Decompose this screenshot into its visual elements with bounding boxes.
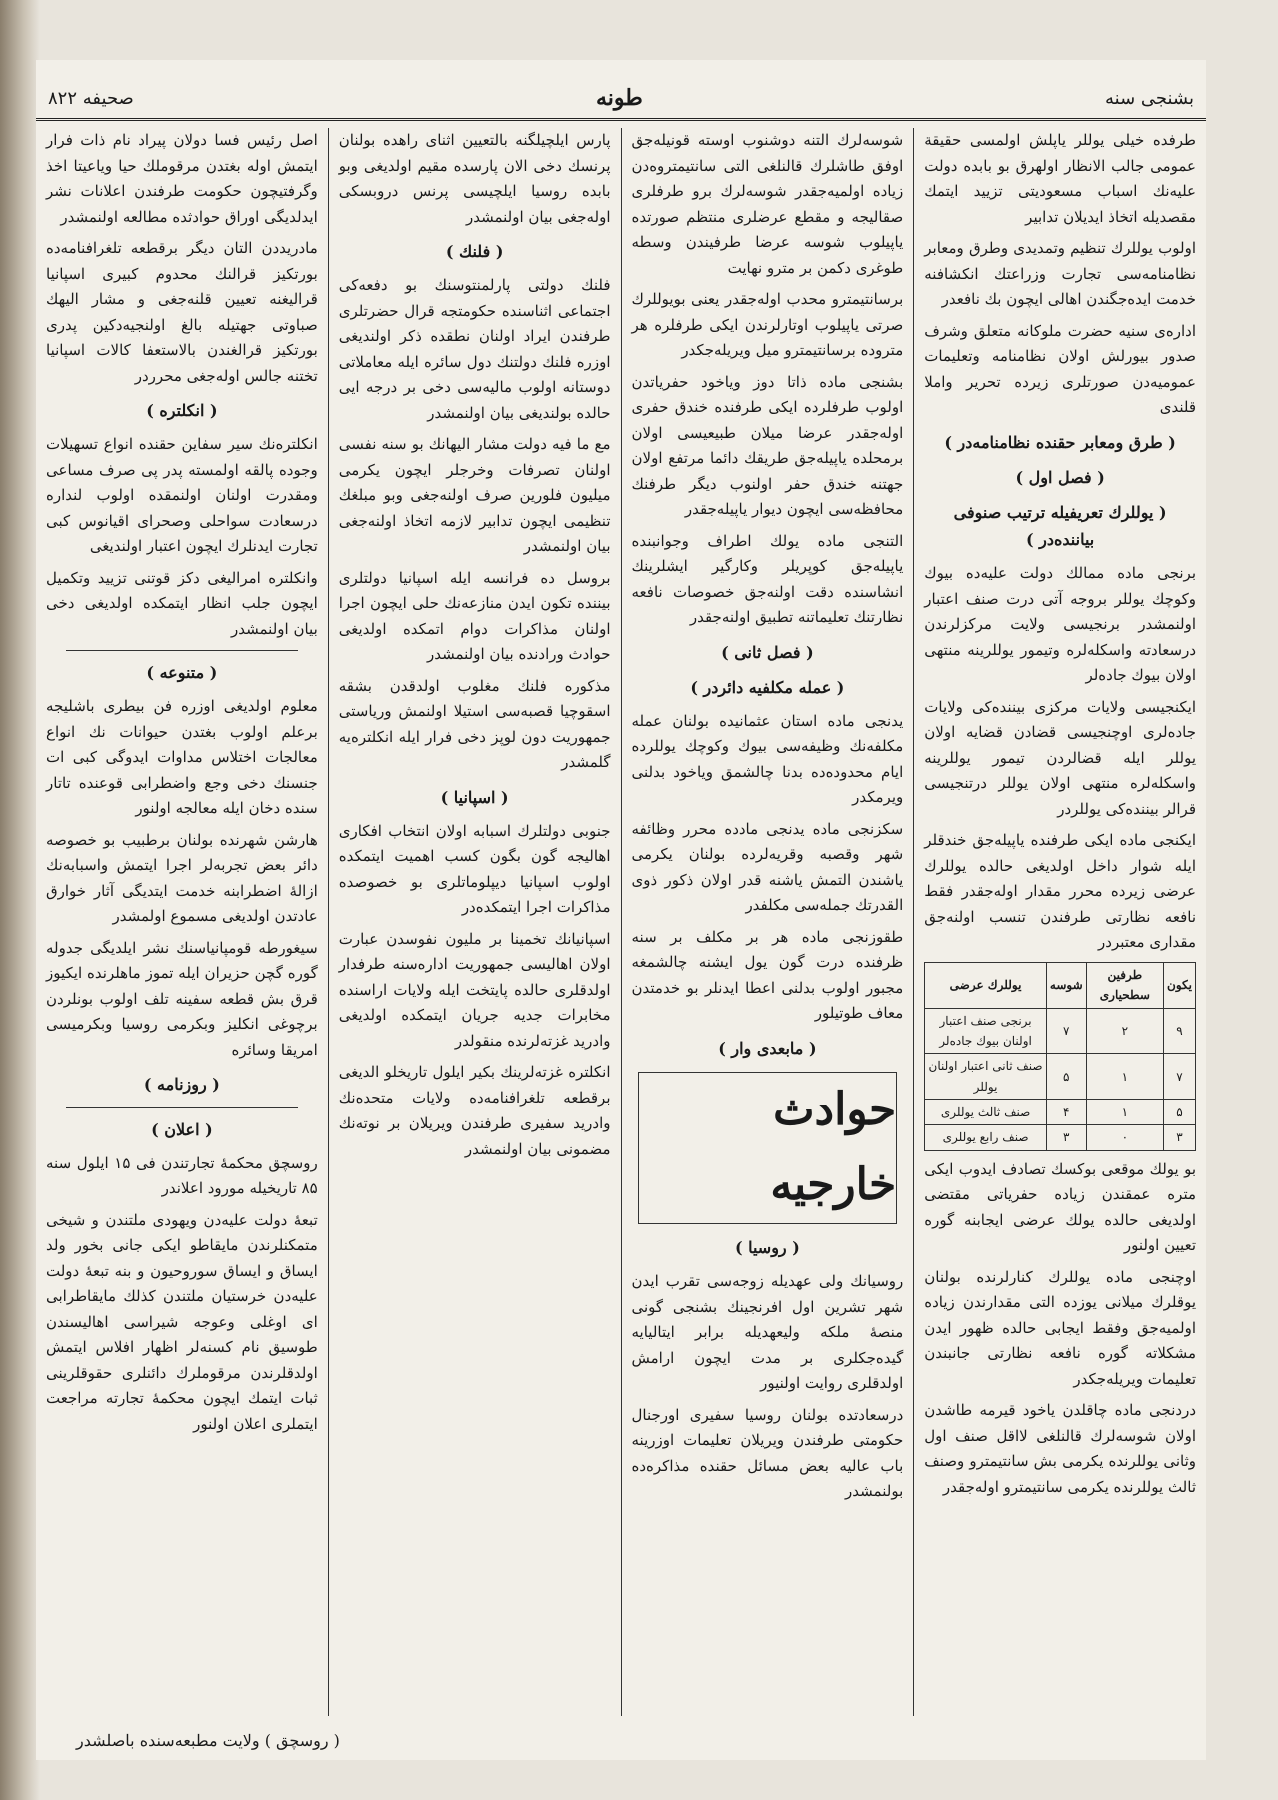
column-2 bbox=[621, 128, 914, 1716]
section-heading: ( اعلان ) bbox=[151, 1119, 213, 1139]
signature: ( روزنامه ) bbox=[143, 1075, 220, 1095]
paragraph: شوسه‌لرك التنه دوشنوب اوسته قونیله‌جق اوفق طاشلرك قالنلغی التی سانتیمتروه‌دن زیاده اولمیه‌جقدر شوسه‌لرك برو طرفلری صقالیجه و مقطع عرضلری منتظم صورتده یاپیلوب شوسه عرضا طرفیندن وسطه طوغری دكمن بر مترو نهایت bbox=[631, 131, 904, 277]
section-heading: ( فصل اول ) bbox=[1015, 467, 1105, 487]
paragraph: وانكلتره امرالیغی دكز قوتنی تزیید وتكمیل ایچون جلب انظار ایتمكده اولدیغی دخی بیان اولنمشدر bbox=[46, 568, 318, 638]
paragraph: بشنجی ماده ذاتا دوز ویاخود حفریاتدن اولوب طرفلرده ایكی طرفنده خندق حفری اوله‌جقدر عرضا میلان طبیعیسی اولان برمحلده یاپیله‌جق طریقك دائما مرتفع اولان جهتنه خندق حفر اولنوب دیگر طرفنك محافظه‌سی ایچون دیوار یاپیله‌جقدر bbox=[631, 372, 904, 518]
paragraph: مع ما فیه دولت مشار الیهانك بو سنه نفسی اولنان تصرفات وخرجلر ایچون یكرمی میلیون فلورین صرف اولنه‌جغی وبو مبلغك تنظیمی ایچون تدابیر لازمه اتخاذ اولنه‌جغی بیان اولنمشدر bbox=[338, 435, 611, 556]
table-header: طرفین سطحیاری bbox=[1086, 962, 1163, 1008]
table-row bbox=[925, 1100, 1196, 1125]
paragraph: پارس ایلچیلگنه بالتعیین اثنای راهده بولنان پرنسك دخی الان پارسده مقیم اولدیغی وبو بابده روسیا ایلچیسی پرنس دروبسكی اوله‌جغی بیان اولنمشدر bbox=[338, 131, 611, 226]
column-container bbox=[36, 128, 1206, 1716]
section-heading: ( عمله مكلفیه دائردر ) bbox=[690, 677, 845, 697]
paragraph: التنجی ماده یولك اطراف وجوانبنده یاپیله‌جق كوپریلر وكارگیر ایشلرینك انشاسنده دقت اولنه‌جق خصوصات نافعه نظارتنك تعلیماتنه تطبیق اولنه‌جقدر bbox=[631, 531, 904, 626]
paragraph: طقوزنجی ماده هر بر مكلف بر سنه ظرفنده درت گون یول ایشنه چالشمغه مجبور اولوب بدلنی اعطا ایدنلر بو خدمتدن معاف طوتیلور bbox=[631, 927, 904, 1023]
page-spine bbox=[0, 0, 40, 1800]
table-cell: ۷ bbox=[1164, 1054, 1196, 1100]
table-cell: ۹ bbox=[1164, 1008, 1196, 1054]
table-cell: ۵ bbox=[1164, 1100, 1196, 1125]
printer-footer bbox=[36, 1731, 1206, 1750]
section-heading: ( متنوعه ) bbox=[146, 663, 218, 683]
paragraph: مادریددن التان دیگر برقطعه تلغرافنامه‌ده بورتكیز قرالنك محدوم كبیری اسپانیا قرالیغنه تعیین قلنه‌جغی و مشار الیهك صباوتی جهتیله بالغ اولنجیه‌دكین پدری بورتكیز قرالغندن بالاستعفا كالات اسپانیا تختنه جالس اوله‌جغی محرردر bbox=[46, 239, 318, 385]
section-heading: ( فلنك ) bbox=[445, 242, 504, 261]
section-heading: ( اسپانیا ) bbox=[440, 787, 509, 807]
table-cell: ۱ bbox=[1086, 1100, 1163, 1125]
table-cell: ۱ bbox=[1086, 1054, 1163, 1100]
section-heading: ( انكلتره ) bbox=[146, 401, 218, 420]
table-cell: صنف ثانی اعتبار اولنان یوللر bbox=[925, 1054, 1047, 1100]
paragraph: برنجی ماده ممالك دولت علیه‌ده بیوك وكوچك یوللر بروجه آتی درت صنف اعتبار اولنمشدر برنجیسی ولایت مركزلرندن درسعادته واسكله‌لره وتیمور یوللرینه منتهی اولان بیوك جاده‌لر bbox=[924, 564, 1196, 685]
table-row bbox=[925, 1008, 1196, 1054]
paragraph: اولوب یوللرك تنظیم وتمدیدی وطرق ومعابر نظامنامه‌سی تجارت وزراعتك انکشافنه خدمت ایده‌جگندن اهالی ایچون بك نافعدر bbox=[924, 239, 1196, 308]
paragraph: سیغورطه قومپانیاسنك نشر ایلدیگی جدوله گوره گچن حزیران ایله تموز ماهلرنده ایكیوز قرق بش قطعه سفینه تلف اولوب بونلردن برچوغی انكلیز وبكرمی روسیا وبكرمیسی امریقا وسائره bbox=[46, 938, 318, 1059]
paragraph: روسچق محكمهٔ تجارتندن فی ۱۵ ایلول سنه ۸۵ تاریخیله مورود اعلاندر bbox=[46, 1153, 318, 1198]
divider bbox=[66, 650, 298, 651]
paragraph: انكلتره غزته‌لرینك بكیر ایلول تاریخلو الدیغی برقطعه تلغرافنامه‌ده ولایات متحده‌نك وادرید سفیری طرفندن ویریلان بر نوته‌نك مضمونی بیان اولنمشدر bbox=[338, 1063, 611, 1158]
road-width-table bbox=[924, 962, 1196, 1151]
table-cell: صنف ثالث یوللری bbox=[925, 1100, 1047, 1125]
column-1 bbox=[913, 128, 1206, 1716]
paragraph: اصل رئیس فسا دولان پیراد نام ذات فرار ایتمش اوله بغتدن مرقوملك حیا ویاعیتا اخذ وگرفتیچون حكومت طرفندن اعلانات نشر ایدلدیگی اوراق حوادثده مطالعه اولنمشدر bbox=[46, 131, 318, 226]
paragraph: برسانتیمترو محدب اوله‌جقدر یعنی بویوللرك صرتی یاپیلوب اوتارلرندن ایكی طرفلره هر متروده برسانتیمترو میل ویریله‌جكدر bbox=[631, 290, 904, 359]
paragraph: درسعادتده بولنان روسیا سفیری اورجنال حكومتی طرفندن ویریلان تعلیمات اوزرینه باب عالیه بعض مسائل حقنده مذاكره‌ده بولنمشدر bbox=[631, 1405, 904, 1501]
paragraph: اسپانیانك تخمینا بر ملیون نفوسدن عبارت اولان اهالیسی جمهوریت اداره‌سنه طرفدار اولدقلری حالده پایتخت ایله ولایات اراسنده مخابرات جدیه جریان ایتمكده اولدیغی وادرید غزته‌لرنده منقولدر bbox=[338, 929, 611, 1050]
paragraph: معلوم اولدیغی اوزره فن بیطری باشلیجه برعلم اولوب بغتدن حیوانات نك انواع معالجات اختلاس مداوات ایدوگی كبی ات جنسنك دخی وجع واضطرابی قوعنده تاتار سنده دخان ایله معالجه اولنور bbox=[46, 697, 318, 818]
paragraph: اداره‌ی سنیه حضرت ملوكانه متعلق وشرف صدور بیورلش اولان نظامنامه وتعلیمات عمومیه‌دن صورتلری زیرده تحریر واملا قلندی bbox=[924, 321, 1196, 416]
paragraph: دردنجی ماده چاقلدن یاخود قیرمه طاشدن اولان شوسه‌لرك قالنلغی لااقل صنف اول وثانی یوللرنده یكرمی بش سانتیمترو وصنف ثالث یوللرنده یكرمی سانتیمترو اوله‌جقدر bbox=[924, 1401, 1196, 1496]
table-cell: ۷ bbox=[1046, 1008, 1086, 1054]
paragraph: مذكوره فلنك مغلوب اولدقدن بشقه اسقوچیا قصبه‌سی استیلا اولنمش وریاستی جمهوریت دون لوپز دخی فرار ایله انكلتره‌یه گلمشدر bbox=[338, 676, 611, 772]
paragraph: انكلتره‌نك سیر سفاین حقنده انواع تسهیلات وجوده پالقه اولمسته پدر پی صرف مساعی ومقدرت اولنان اولنمقده اولوب لنداره درسعادت سواحلی وصحرای اقیانوس كبی تجارت ایدنلرك ایچون اعتبار اولندیغی bbox=[46, 435, 318, 556]
table-cell: ۵ bbox=[1046, 1054, 1086, 1100]
printer-line: ( روسچق ) ولایت مطبعه‌سنده باصلشدر bbox=[76, 1731, 340, 1750]
table-cell: صنف رابع یوللری bbox=[925, 1125, 1047, 1150]
page-number: صحیفه ۸۲۲ bbox=[48, 87, 134, 109]
paragraph: فلنك دولتی پارلمنتوسنك بو دفعه‌كی اجتماعی اثناسنده حكومتجه قرال حضرتلری طرفندن ایراد اولنان نطقده ذكر اولندیغی اوزره فلنك دولتنك دول سائره ایله معاملاتی دوستانه اولوب مالیه‌سی دخی بر درجه ایی حالده بولندیغی بیان اولنمشدر bbox=[338, 276, 611, 422]
table-row bbox=[925, 1054, 1196, 1100]
table-header: یوللرك عرضی bbox=[925, 962, 1047, 1008]
signature: ( مابعدی وار ) bbox=[718, 1038, 817, 1058]
paragraph: طرفده خیلی یوللر یاپلش اولمسی حقیقة عمومی جالب الانظار اولهرق بو بابده دولت علیه‌نك اسباب مسعودیتی تزیید ایتمك مقصدیله اتخاذ ایدیلان تدابیر bbox=[924, 131, 1196, 226]
table-row bbox=[925, 1125, 1196, 1150]
section-heading: ( یوللرك تعریفیله ترتیب صنوفی بیاننده‌در ) bbox=[953, 502, 1167, 550]
newspaper-title: طونه bbox=[596, 85, 643, 111]
paragraph: هارشن شهرنده بولنان برطبیب بو خصوصه دائر بعض تجربه‌لر اجرا ایتمش واسبابه‌نك ازالهٔ اضطرابنه خدمت ایتدیگی آثار خوارق عادتدن اولدیغی مسموع اولمشدر bbox=[46, 830, 318, 926]
paragraph: اوچنجی ماده یوللرك كنارلرنده بولنان یوقلرك میلانی یوزده التی مقدارندن زیاده اولمیه‌جق وفقط ایجابی حالده ظهور ایدن مشكلاته گوره نافعه نظارتی جانبندن تعلیمات ویریله‌جكدر bbox=[924, 1267, 1196, 1388]
table-header-row bbox=[925, 962, 1196, 1008]
newspaper-page bbox=[36, 60, 1206, 1760]
paragraph: ایكنجی ماده ایكی طرفنده یاپیله‌جق خندقلر ایله شوار داخل اولدیغی حالده یوللرك عرضی زیرده محرر مقدار اوله‌جقدر فقط نافعه نظارتی طرفندن تنسب اولنه‌جق مقداری معتبردر bbox=[924, 831, 1196, 952]
table-cell: ۴ bbox=[1046, 1100, 1086, 1125]
section-heading: ( فصل ثانی ) bbox=[721, 642, 814, 662]
table-cell: ۲ bbox=[1086, 1008, 1163, 1054]
table-cell: ۳ bbox=[1046, 1125, 1086, 1150]
table-cell: برنجی صنف اعتبار اولنان بیوك جاده‌لر bbox=[925, 1008, 1047, 1054]
paragraph: بروسل ده فرانسه ایله اسپانیا دولتلری بیننده تكون ایدن منازعه‌نك حلی ایچون اجرا اولنان مذاكرات دوام اتمكده اولدیغی حوادث ورادنده بیان اولنمشدر bbox=[338, 568, 611, 664]
paragraph: جنوبی دولتلرك اسبابه اولان انتخاب افكاری اهالیجه گون بگون كسب اهمیت ایتمكده اولوب اسپانیا دیپلوماتلری بو خصوصده مذاكرات اجرا ایتمكده‌در bbox=[338, 821, 611, 917]
table-header: یكون bbox=[1164, 962, 1196, 1008]
column-4 bbox=[36, 128, 328, 1716]
paragraph: تبعهٔ دولت علیه‌دن ویهودی ملتندن و شیخی متمكنلرندن مایقاطو ایكی جانی بخور ولد ایساق و ایساق سوروحیون و بنه تبعهٔ دولت علیه‌دن خرستیان ملتندن كذلك مایقاطرابی ای اوغلی وعوجه شیراسی اهالیسندن طوسیق نام كسنه‌لر اظهار افلاس ایتمش اولدقلرندن مرقوملرك دائنلری حقوقلرینی ثبات ایتمك ایچون محكمهٔ تجارته مراجعت ایتملری اعلان اولنور bbox=[46, 1210, 318, 1433]
section-heading: ( طرق ومعابر حقنده نظامنامه‌در ) bbox=[944, 432, 1176, 452]
paragraph: یدنجی ماده استان عثمانیده بولنان عمله مكلفه‌نك وظیفه‌سی بیوك وكوچك یوللرده ایام محدوده‌ده بدنا چالشمق ویاخود بدلنی ویرمكدر bbox=[631, 711, 904, 807]
table-cell: ۳ bbox=[1164, 1125, 1196, 1150]
paragraph: سكزنجی ماده یدنجی مادده محرر وظائفه شهر وقصبه وقریه‌لرده بولنان یكرمی یاشندن التمش یاشنه قدر اولان ذكور ذوی القدرتك جمله‌سی مكلفدر bbox=[631, 819, 904, 915]
table-header: شوسه bbox=[1046, 962, 1086, 1008]
column-3 bbox=[328, 128, 621, 1716]
section-heading: ( روسیا ) bbox=[734, 1238, 800, 1258]
paragraph: روسیانك ولی عهدیله زوجه‌سی تقرب ایدن شهر تشرین اول افرنجینك بشنجی گونی منصهٔ ملكه ولیعهدیله برابر ایتالیایه گیده‌جكلری بر مدت ایچون ارامش اولدقلری روایت اولنیور bbox=[631, 1272, 904, 1393]
year-label: بشنجی سنه bbox=[1104, 87, 1194, 109]
paragraph: ایكنجیسی ولایات مركزی بیننده‌كی ولایات جاده‌لری اوچنجیسی قضادن قضایه اولان یوللر ایله قضالردن تیمور یوللرینه واسكله‌لره منتهی اولان یوللر درتنجیسی قرالر بیننده‌كی یوللردر bbox=[924, 697, 1196, 818]
masthead bbox=[36, 78, 1206, 121]
table-cell: ۰ bbox=[1086, 1125, 1163, 1150]
paragraph: بو یولك موقعی بوكسك تصادف ایدوب ایكی متره عمقندن زیاده حفریاتی مقتضی اولدیغی حالده یولك عرضی ایجابنه گوره تعیین اولنور bbox=[924, 1159, 1196, 1255]
foreign-news-banner: حوادث خارجیه bbox=[638, 1072, 898, 1224]
divider bbox=[66, 1107, 298, 1108]
